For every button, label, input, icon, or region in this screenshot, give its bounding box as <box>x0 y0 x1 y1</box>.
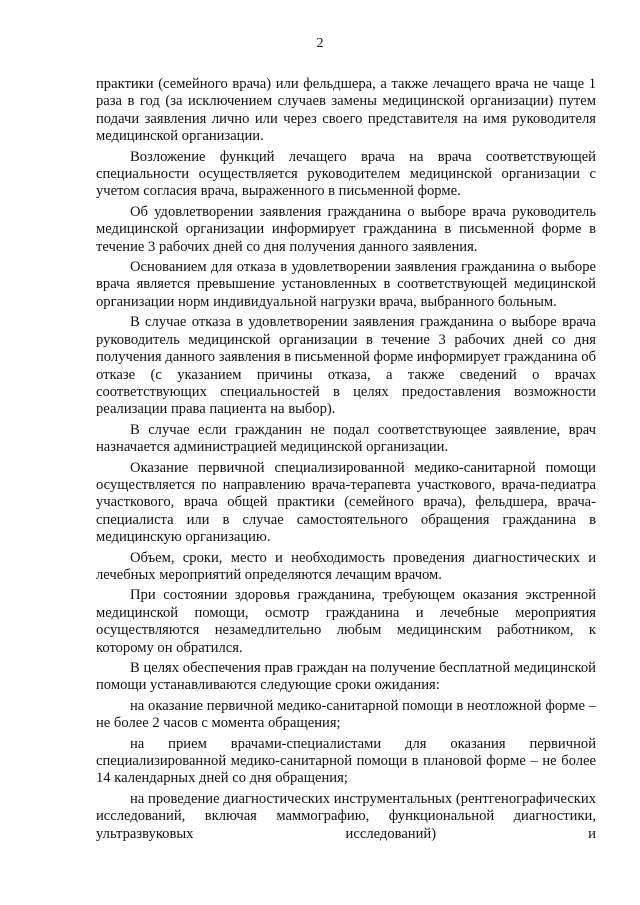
paragraph: Об удовлетворении заявления гражданина о выборе врача руководитель медицинской организации информирует гражданина в письменной форме в течение 3 рабочих дней со дня получения данного заявления. <box>96 203 596 255</box>
paragraph: В случае если гражданин не подал соответствующее заявление, врач назначается администрацией медицинской организации. <box>96 421 596 456</box>
paragraph: При состоянии здоровья гражданина, требующем оказания экстренной медицинской помощи, осмотр гражданина и лечебные мероприятия осуществляются незамедлительно любым медицинским работником, к которому он обратился. <box>96 587 596 656</box>
paragraph: Оказание первичной специализированной медико-санитарной помощи осуществляется по направлению врача-терапевта участкового, врача-педиатра участкового, врача общей практики (семейного врача), фельдшера, врача-специалиста или в случае самостоятельного обращения гражданина в медицинскую организацию. <box>96 459 596 546</box>
paragraph: на оказание первичной медико-санитарной помощи в неотложной форме – не более 2 часов с момента обращения; <box>96 697 596 732</box>
paragraph: Основанием для отказа в удовлетворении заявления гражданина о выборе врача является превышение установленных в соответствующей медицинской организации норм индивидуальной нагрузки врача, выбранного больным. <box>96 259 596 310</box>
paragraph: практики (семейного врача) или фельдшера, а также лечащего врача не чаще 1 раза в год (за исключением случаев замены медицинской организации) путем подачи заявления лично или через своего представителя на имя руководителя медицинской организации. <box>96 76 596 145</box>
page-number: 2 <box>316 36 324 51</box>
document-body <box>96 76 596 846</box>
paragraph: В целях обеспечения прав граждан на получение бесплатной медицинской помощи устанавливаются следующие сроки ожидания: <box>96 660 596 694</box>
paragraph: В случае отказа в удовлетворении заявления гражданина о выборе врача руководитель медицинской организации в течение 3 рабочих дней со дня получения данного заявления в письменной форме информирует гражданина об отказе (с указанием причины отказа, а также сведений о врачах соответствующих специальностей в целях предоставления возможности реализации права пациента на выбор). <box>96 314 596 418</box>
paragraph: Возложение функций лечащего врача на врача соответствующей специальности осуществляется руководителем медицинской организации с учетом согласия врача, выраженного в письменной форме. <box>96 148 596 200</box>
paragraph: на прием врачами-специалистами для оказания первичной специализированной медико-санитарной помощи в плановой форме – не более 14 календарных дней со дня обращения; <box>96 735 596 787</box>
paragraph: на проведение диагностических инструментальных (рентгенографических исследований, включая маммографию, функциональной диагностики, ультразвуковых исследований) и <box>96 790 596 842</box>
paragraph: Объем, сроки, место и необходимость проведения диагностических и лечебных мероприятий определяются лечащим врачом. <box>96 549 596 583</box>
